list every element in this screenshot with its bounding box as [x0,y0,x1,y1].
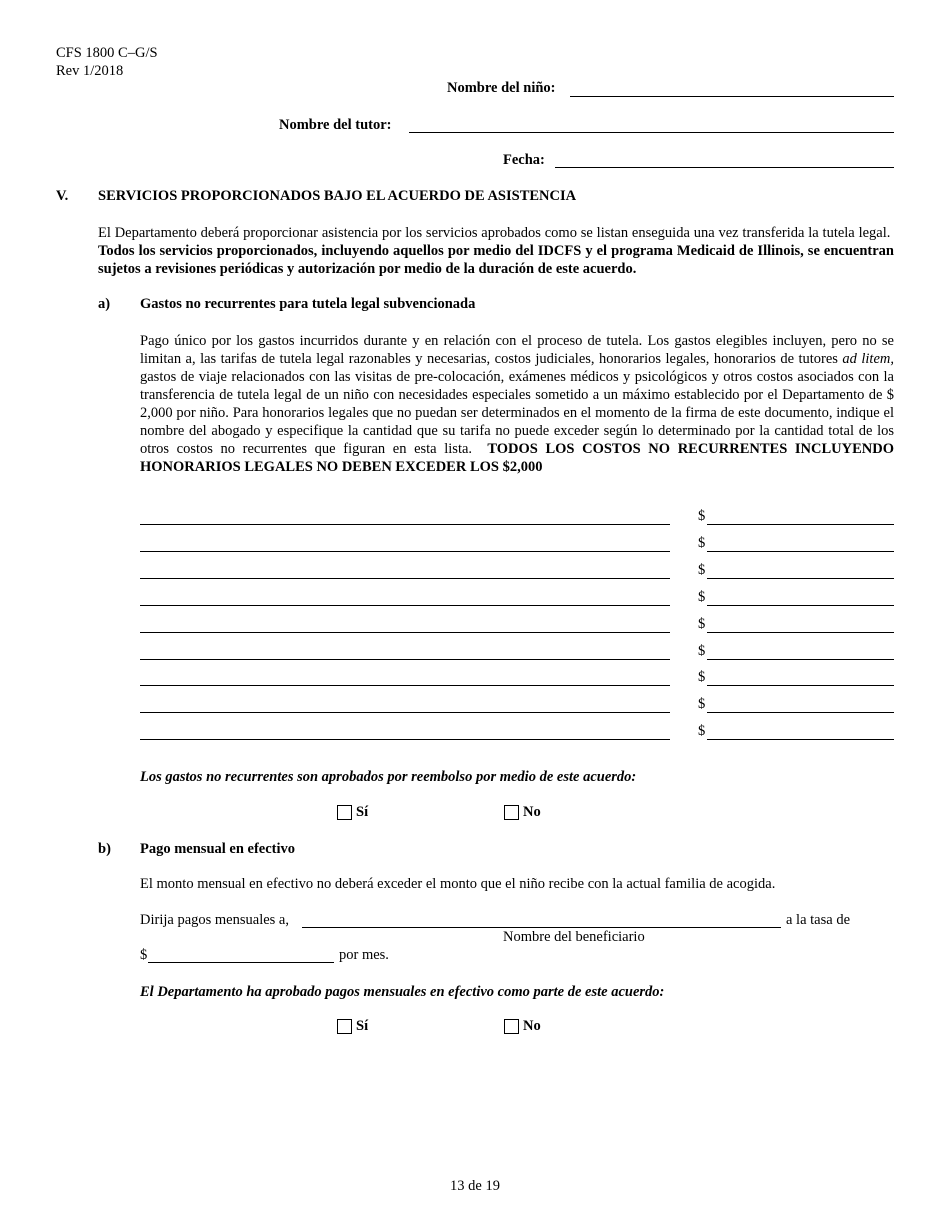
guardian-name-field[interactable] [409,131,894,133]
expense-amount-field[interactable] [707,739,894,740]
part-b-no-checkbox[interactable] [504,1019,519,1034]
expense-description-field[interactable] [140,632,670,633]
part-b-title: Pago mensual en efectivo [140,841,296,857]
monthly-amount-field[interactable] [148,961,334,963]
expense-amount-field[interactable] [707,605,894,606]
part-a-letter: a) [98,296,111,312]
date-label: Fecha: [503,152,545,168]
per-month-label: por mes. [339,947,389,963]
part-a-approval-question: Los gastos no recurrentes son aprobados por reembolso por medio de este acuerdo: [140,769,637,785]
section-title: SERVICIOS PROPORCIONADOS BAJO EL ACUERDO DE ASISTENCIA [98,188,577,204]
expense-amount-field[interactable] [707,551,894,552]
part-b-approval-question: El Departamento ha aprobado pagos mensuales en efectivo como parte de este acuerdo: [140,984,665,1000]
expense-amount-field[interactable] [707,685,894,686]
part-a-text-bold: TODOS LOS COSTOS NO RECURRENTES INCLUYENDO HONORARIOS LEGALES NO DEBEN EXCEDER LOS $2,000 [140,441,894,475]
section-intro [98,224,894,278]
form-header [56,44,158,80]
expense-currency-symbol: $ [698,562,706,578]
expense-currency-symbol: $ [698,669,706,685]
beneficiary-field[interactable] [302,926,781,928]
part-b-text: El monto mensual en efectivo no deberá exceder el monto que el niño recibe con la actual familia de acogida. [140,876,776,892]
part-a-title: Gastos no recurrentes para tutela legal subvencionada [140,296,476,312]
expense-amount-field[interactable] [707,578,894,579]
section-number: V. [56,188,69,204]
part-b-yes-label: Sí [356,1018,369,1034]
part-b-yes-option[interactable] [337,1018,368,1035]
expense-amount-field[interactable] [707,659,894,660]
expense-amount-field[interactable] [707,632,894,633]
part-a-yes-checkbox[interactable] [337,805,352,820]
part-b-letter: b) [98,841,111,857]
intro-plain: El Departamento deberá proporcionar asistencia por los servicios aprobados como se listan enseguida una vez transferida la tutela legal. [98,225,891,241]
part-b-no-label: No [523,1018,541,1034]
monthly-currency-symbol: $ [140,947,148,963]
expense-currency-symbol: $ [698,589,706,605]
part-a-yes-option[interactable] [337,804,368,821]
part-a-no-option[interactable] [504,804,541,821]
part-a-no-label: No [523,804,541,820]
child-name-label: Nombre del niño: [447,80,556,96]
guardian-name-label: Nombre del tutor: [279,117,392,133]
part-a-text [140,332,894,476]
form-code: CFS 1800 C–G/S [56,45,158,61]
expense-description-field[interactable] [140,712,670,713]
expense-currency-symbol: $ [698,535,706,551]
expense-currency-symbol: $ [698,616,706,632]
part-a-no-checkbox[interactable] [504,805,519,820]
expense-description-field[interactable] [140,739,670,740]
expense-description-field[interactable] [140,659,670,660]
date-field[interactable] [555,166,894,168]
rate-label: a la tasa de [786,912,851,928]
expense-description-field[interactable] [140,524,670,525]
page-number: 13 de 19 [450,1178,500,1194]
part-a-text-2: gastos de viaje relacionados con las visitas de pre-colocación, exámenes médicos y psicológicos y otros costos asociados con la transferencia de tutela legal de un niño con necesidades especiales sometido a un máximo establecido por el Departamento de $ 2,000 por niño. Para honorarios legales que no puedan ser determinados en el momento de la firma de este documento, indique el nombre del abogado y especifique la cantidad que su tarifa no puede exceder según lo determinado por la cantidad total de los otros costos no recurrentes que figuran en esta lista. [140,369,894,457]
part-a-text-1: Pago único por los gastos incurridos durante y en relación con el proceso de tutela. Los gastos elegibles incluyen, pero no se limitan a, las tarifas de tutela legal razonables y necesarias, costos judiciales, honorarios legales, honorarios de tutores [140,333,894,367]
form-revision: Rev 1/2018 [56,63,124,79]
beneficiary-caption: Nombre del beneficiario [503,929,645,945]
part-a-yes-label: Sí [356,804,369,820]
part-a-text-italic: ad litem, [842,351,894,367]
expense-amount-field[interactable] [707,712,894,713]
part-b-no-option[interactable] [504,1018,541,1035]
expense-description-field[interactable] [140,605,670,606]
child-name-field[interactable] [570,95,894,97]
expense-description-field[interactable] [140,551,670,552]
expense-currency-symbol: $ [698,643,706,659]
expense-description-field[interactable] [140,685,670,686]
direct-payments-label: Dirija pagos mensuales a, [140,912,289,928]
expense-currency-symbol: $ [698,723,706,739]
expense-description-field[interactable] [140,578,670,579]
expense-amount-field[interactable] [707,524,894,525]
part-b-yes-checkbox[interactable] [337,1019,352,1034]
expense-currency-symbol: $ [698,696,706,712]
expense-currency-symbol: $ [698,508,706,524]
intro-bold: Todos los servicios proporcionados, incluyendo aquellos por medio del IDCFS y el programa Medicaid de Illinois, se encuentran sujetos a revisiones periódicas y autorización por medio de la duración de este acuerdo. [98,243,894,277]
